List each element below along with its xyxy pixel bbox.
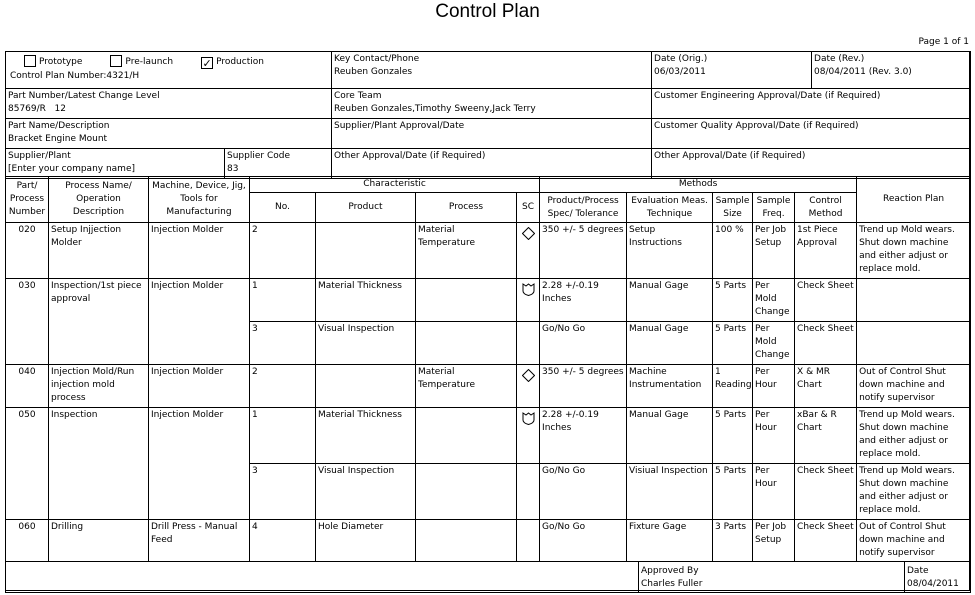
col-evaluation: Evaluation Meas. Technique bbox=[627, 193, 713, 223]
date-orig-label: Date (Orig.) bbox=[654, 54, 708, 64]
cell-product[interactable]: Material Thickness bbox=[316, 279, 416, 322]
cell-sample-freq[interactable]: Per Mold Change bbox=[753, 322, 795, 365]
footer-blank bbox=[6, 562, 639, 593]
cell-reaction-plan[interactable]: Trend up Mold wears. Shut down machine and either adjust or replace mold. bbox=[857, 464, 971, 520]
cell-spec[interactable]: 2.28 +/-0.19 Inches bbox=[540, 408, 627, 464]
cell-reaction-plan[interactable]: Out of Control Shut down machine and notify supervisor bbox=[857, 365, 971, 408]
other-approval-2-cell[interactable] bbox=[652, 149, 971, 179]
part-name-value[interactable]: Bracket Engine Mount bbox=[8, 134, 108, 144]
col-methods: Methods bbox=[540, 177, 857, 193]
cell-sample-freq[interactable]: Per Hour bbox=[753, 408, 795, 464]
characteristics-table bbox=[5, 176, 971, 562]
cell-spec[interactable]: 350 +/- 5 degrees bbox=[540, 365, 627, 408]
cell-evaluation[interactable]: Machine Instrumentation bbox=[627, 365, 713, 408]
supplier-approval-cell[interactable] bbox=[332, 119, 652, 149]
cell-control-method[interactable]: Check Sheet bbox=[795, 279, 857, 322]
cell-machine[interactable]: Injection Molder bbox=[149, 279, 250, 365]
supplier-plant-value[interactable]: [Enter your company name] bbox=[8, 164, 136, 174]
supplier-plant-cell bbox=[6, 149, 225, 179]
cell-product[interactable] bbox=[316, 365, 416, 408]
col-sample-freq: Sample Freq. bbox=[753, 193, 795, 223]
col-product: Product bbox=[316, 193, 416, 223]
cell-process-name[interactable]: Injection Mold/Run injection mold process bbox=[49, 365, 149, 408]
cell-product[interactable] bbox=[316, 223, 416, 279]
cell-part-number[interactable]: 040 bbox=[6, 365, 49, 408]
cell-process[interactable]: Material Temperature bbox=[416, 365, 517, 408]
other-approval-1-cell[interactable] bbox=[332, 149, 652, 179]
col-part-number: Part/ Process Number bbox=[6, 177, 49, 223]
footer-date-label: Date bbox=[907, 566, 929, 576]
cell-control-method[interactable]: 1st Piece Approval bbox=[795, 223, 857, 279]
cell-reaction-plan[interactable]: Trend up Mold wears. Shut down machine and either adjust or replace mold. bbox=[857, 408, 971, 464]
table-row bbox=[6, 279, 971, 322]
cell-sc[interactable] bbox=[517, 279, 540, 322]
header-table bbox=[5, 51, 971, 179]
cell-sample-size[interactable]: 5 Parts bbox=[713, 408, 753, 464]
cell-sample-size[interactable]: 5 Parts bbox=[713, 279, 753, 322]
date-orig-value[interactable]: 06/03/2011 bbox=[654, 67, 706, 77]
cell-part-number[interactable]: 050 bbox=[6, 408, 49, 520]
cell-sc[interactable] bbox=[517, 464, 540, 520]
core-team-value[interactable]: Reuben Gonzales,Timothy Sweeny,Jack Terry bbox=[334, 104, 536, 114]
checkbox-icon[interactable] bbox=[110, 55, 122, 67]
cell-part-number[interactable]: 020 bbox=[6, 223, 49, 279]
cell-char-no[interactable]: 1 bbox=[250, 279, 316, 322]
cell-reaction-plan[interactable] bbox=[857, 279, 971, 322]
date-rev-value[interactable]: 08/04/2011 (Rev. 3.0) bbox=[814, 67, 912, 77]
other-approval-1-label: Other Approval/Date (if Required) bbox=[334, 151, 486, 161]
cell-process[interactable] bbox=[416, 520, 517, 562]
cell-sample-size[interactable]: 100 % bbox=[713, 223, 753, 279]
core-team-cell bbox=[332, 89, 652, 119]
cell-sample-size[interactable]: 3 Parts bbox=[713, 520, 753, 562]
cell-product[interactable]: Material Thickness bbox=[316, 408, 416, 464]
cell-process-name[interactable]: Drilling bbox=[49, 520, 149, 562]
cell-spec[interactable]: Go/No Go bbox=[540, 464, 627, 520]
cell-control-method[interactable]: Check Sheet bbox=[795, 322, 857, 365]
cell-machine[interactable]: Injection Molder bbox=[149, 365, 250, 408]
cell-sc[interactable] bbox=[517, 408, 540, 464]
approved-by-label: Approved By bbox=[641, 566, 699, 576]
footer-date-cell bbox=[905, 562, 971, 593]
shield-icon bbox=[522, 412, 535, 425]
table-row bbox=[6, 520, 971, 562]
footer-date-value[interactable]: 08/04/2011 bbox=[907, 579, 959, 589]
date-rev-label: Date (Rev.) bbox=[814, 54, 865, 64]
cell-char-no[interactable]: 1 bbox=[250, 408, 316, 464]
key-contact-value[interactable]: Reuben Gonzales bbox=[334, 67, 413, 77]
cell-process-name[interactable]: Setup Injjection Molder bbox=[49, 223, 149, 279]
cell-control-method[interactable]: xBar & R Chart bbox=[795, 408, 857, 464]
cell-sc[interactable] bbox=[517, 223, 540, 279]
table-row bbox=[6, 223, 971, 279]
cell-process[interactable] bbox=[416, 408, 517, 464]
cell-char-no[interactable]: 3 bbox=[250, 322, 316, 365]
cell-sample-freq[interactable]: Per Job Setup bbox=[753, 520, 795, 562]
customer-quality-cell[interactable] bbox=[652, 119, 971, 149]
checkbox-icon[interactable] bbox=[24, 55, 36, 67]
cell-control-method[interactable]: X & MR Chart bbox=[795, 365, 857, 408]
cell-spec[interactable]: Go/No Go bbox=[540, 322, 627, 365]
control-plan-sheet bbox=[5, 51, 970, 591]
cell-evaluation[interactable]: Setup Instructions bbox=[627, 223, 713, 279]
cell-spec[interactable]: Go/No Go bbox=[540, 520, 627, 562]
cell-spec[interactable]: 2.28 +/-0.19 Inches bbox=[540, 279, 627, 322]
cell-evaluation[interactable]: Visiual Inspection bbox=[627, 464, 713, 520]
page-number: Page 1 of 1 bbox=[918, 37, 969, 47]
core-team-label: Core Team bbox=[334, 91, 382, 101]
plan-type-label: Prototype bbox=[39, 57, 83, 67]
col-characteristic: Characteristic bbox=[250, 177, 540, 193]
control-plan-number: Control Plan Number:4321/H bbox=[10, 71, 140, 81]
cell-process[interactable] bbox=[416, 322, 517, 365]
table-row bbox=[6, 408, 971, 464]
cell-process-name[interactable]: Inspection bbox=[49, 408, 149, 520]
cell-sc[interactable] bbox=[517, 520, 540, 562]
cell-reaction-plan[interactable]: Trend up Mold wears. Shut down machine and either adjust or replace mold. bbox=[857, 223, 971, 279]
col-spec: Product/Process Spec/ Tolerance bbox=[540, 193, 627, 223]
part-name-label: Part Name/Description bbox=[8, 121, 110, 131]
part-number-value[interactable]: 85769/R 12 bbox=[8, 104, 66, 114]
table-row bbox=[6, 365, 971, 408]
plan-type-option[interactable] bbox=[110, 55, 173, 69]
cell-product[interactable]: Hole Diameter bbox=[316, 520, 416, 562]
cell-sc[interactable] bbox=[517, 322, 540, 365]
cell-product[interactable]: Visual Inspection bbox=[316, 322, 416, 365]
cell-reaction-plan[interactable]: Out of Control Shut down machine and notify supervisor bbox=[857, 520, 971, 562]
cell-evaluation[interactable]: Manual Gage bbox=[627, 322, 713, 365]
supplier-plant-label: Supplier/Plant bbox=[8, 151, 71, 161]
customer-engineering-label: Customer Engineering Approval/Date (if Required) bbox=[654, 91, 881, 101]
cell-product[interactable]: Visual Inspection bbox=[316, 464, 416, 520]
footer-table bbox=[5, 561, 971, 593]
cell-process-name[interactable]: Inspection/1st piece approval bbox=[49, 279, 149, 365]
date-orig-cell bbox=[652, 52, 812, 89]
col-reaction-plan: Reaction Plan bbox=[857, 177, 971, 223]
cell-control-method[interactable]: Check Sheet bbox=[795, 520, 857, 562]
shield-icon bbox=[522, 283, 535, 296]
diamond-icon bbox=[522, 369, 535, 382]
cell-machine[interactable]: Injection Molder bbox=[149, 408, 250, 520]
checkbox-checked-icon[interactable]: ✓ bbox=[202, 57, 212, 70]
cell-spec[interactable]: 350 +/- 5 degrees bbox=[540, 223, 627, 279]
part-number-cell bbox=[6, 89, 332, 119]
col-no: No. bbox=[250, 193, 316, 223]
cell-evaluation[interactable]: Manual Gage bbox=[627, 279, 713, 322]
approved-by-value[interactable]: Charles Fuller bbox=[641, 579, 703, 589]
other-approval-2-label: Other Approval/Date (if Required) bbox=[654, 151, 806, 161]
cell-evaluation[interactable]: Manual Gage bbox=[627, 408, 713, 464]
cell-machine[interactable]: Injection Molder bbox=[149, 223, 250, 279]
supplier-code-value[interactable]: 83 bbox=[227, 164, 239, 174]
supplier-code-cell bbox=[225, 149, 332, 179]
date-rev-cell bbox=[812, 52, 971, 89]
cell-control-method[interactable]: Check Sheet bbox=[795, 464, 857, 520]
cell-sc[interactable] bbox=[517, 365, 540, 408]
key-contact-label: Key Contact/Phone bbox=[334, 54, 420, 64]
cell-char-no[interactable]: 2 bbox=[250, 365, 316, 408]
customer-quality-label: Customer Quality Approval/Date (if Required) bbox=[654, 121, 859, 131]
part-number-label: Part Number/Latest Change Level bbox=[8, 91, 160, 101]
cell-sample-size[interactable]: 5 Parts bbox=[713, 322, 753, 365]
col-sc: SC bbox=[517, 193, 540, 223]
cell-process[interactable] bbox=[416, 279, 517, 322]
cell-machine[interactable]: Drill Press - Manual Feed bbox=[149, 520, 250, 562]
cell-process[interactable] bbox=[416, 464, 517, 520]
customer-engineering-cell[interactable] bbox=[652, 89, 971, 119]
col-sample-size: Sample Size bbox=[713, 193, 753, 223]
cell-part-number[interactable]: 030 bbox=[6, 279, 49, 365]
cell-sample-freq[interactable]: Per Mold Change bbox=[753, 279, 795, 322]
cell-sample-freq[interactable]: Per Hour bbox=[753, 365, 795, 408]
cell-sample-freq[interactable]: Per Hour bbox=[753, 464, 795, 520]
cell-evaluation[interactable]: Fixture Gage bbox=[627, 520, 713, 562]
plan-type-cell bbox=[6, 52, 332, 89]
supplier-code-label: Supplier Code bbox=[227, 151, 290, 161]
page-title: Control Plan bbox=[435, 1, 540, 22]
cell-part-number[interactable]: 060 bbox=[6, 520, 49, 562]
cell-sample-freq[interactable]: Per Job Setup bbox=[753, 223, 795, 279]
cell-sample-size[interactable]: 1 Reading bbox=[713, 365, 753, 408]
key-contact-cell bbox=[332, 52, 652, 89]
col-machine: Machine, Device, Jig, Tools for Manufacturing bbox=[149, 177, 250, 223]
diamond-icon bbox=[522, 227, 535, 240]
plan-type-option[interactable] bbox=[201, 56, 264, 69]
col-control-method: Control Method bbox=[795, 193, 857, 223]
col-process: Process bbox=[416, 193, 517, 223]
cell-reaction-plan[interactable] bbox=[857, 322, 971, 365]
cell-char-no[interactable]: 4 bbox=[250, 520, 316, 562]
cell-char-no[interactable]: 3 bbox=[250, 464, 316, 520]
approved-by-cell bbox=[639, 562, 905, 593]
plan-type-label: Production bbox=[216, 57, 264, 67]
plan-type-label: Pre-launch bbox=[125, 57, 174, 67]
supplier-approval-label: Supplier/Plant Approval/Date bbox=[334, 121, 465, 131]
plan-type-option[interactable] bbox=[24, 55, 82, 69]
cell-sample-size[interactable]: 5 Parts bbox=[713, 464, 753, 520]
cell-char-no[interactable]: 2 bbox=[250, 223, 316, 279]
col-process-name: Process Name/ Operation Description bbox=[49, 177, 149, 223]
cell-process[interactable]: Material Temperature bbox=[416, 223, 517, 279]
part-name-cell bbox=[6, 119, 332, 149]
